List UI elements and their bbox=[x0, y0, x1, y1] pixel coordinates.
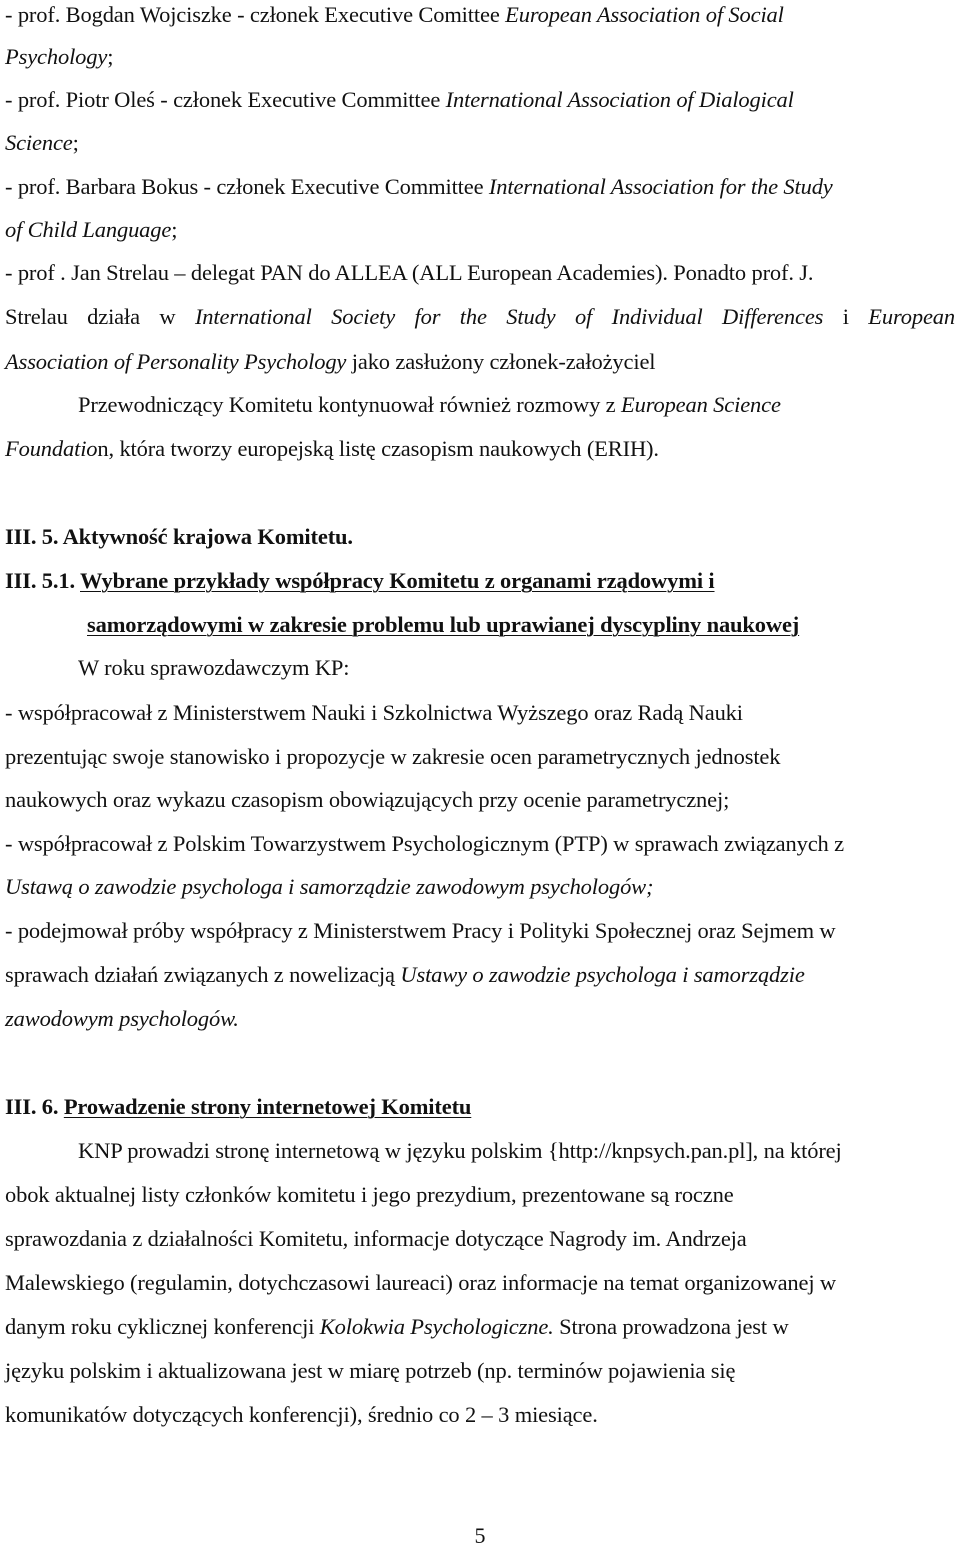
italic-span: of Child Language bbox=[5, 217, 172, 242]
italic-span: Ustawy o zawodzie psychologa i samorządzie bbox=[400, 962, 805, 987]
page-number: 5 bbox=[474, 1523, 486, 1548]
text-line bbox=[5, 960, 805, 990]
section-heading bbox=[5, 566, 715, 596]
text-span: ; bbox=[171, 217, 178, 242]
text-line: prezentując swoje stanowisko i propozycje w zakresie ocen parametrycznych jednostek bbox=[5, 744, 781, 769]
italic-span: Ustawą o zawodzie psychologa i samorządzie zawodowym psychologów; bbox=[5, 874, 654, 899]
text-span: Strona prowadzona jest w bbox=[553, 1314, 789, 1339]
italic-span: European bbox=[868, 304, 955, 329]
text-line: Malewskiego (regulamin, dotychczasowi laureaci) oraz informacje na temat organizowanej w bbox=[5, 1270, 837, 1295]
italic-span: Psychology bbox=[5, 44, 108, 69]
text-line: KNP prowadzi stronę internetową w języku polskim {http://knpsych.pan.pl], na której bbox=[78, 1138, 842, 1163]
text-line bbox=[5, 172, 833, 202]
text-span: sprawach działań związanych z nowelizacją bbox=[5, 962, 401, 987]
text-span: jako zasłużony członek-założyciel bbox=[346, 349, 656, 374]
text-line bbox=[5, 434, 659, 464]
italic-span: zawodowym psychologów. bbox=[5, 1006, 239, 1031]
italic-span: Kolokwia Psychologiczne. bbox=[319, 1314, 554, 1339]
text-line bbox=[5, 0, 784, 30]
text-line bbox=[78, 390, 781, 420]
heading-number: III. 5.1. bbox=[5, 568, 80, 593]
text-line: komunikatów dotyczących konferencji), średnio co 2 – 3 miesiące. bbox=[5, 1402, 598, 1427]
heading-underlined-text: Wybrane przykłady współpracy Komitetu z organami rządowymi i bbox=[80, 568, 715, 593]
italic-span: European Science bbox=[621, 392, 781, 417]
text-line bbox=[5, 85, 794, 115]
text-line bbox=[5, 215, 177, 245]
text-line: obok aktualnej listy członków komitetu i jego prezydium, prezentowane są roczne bbox=[5, 1182, 734, 1207]
italic-span: Science bbox=[5, 130, 73, 155]
italic-span: Foundatio bbox=[5, 436, 98, 461]
section-heading-continued bbox=[87, 610, 799, 640]
text-span: - prof. Barbara Bokus - członek Executive Committee bbox=[5, 174, 489, 199]
text-line: języku polskim i aktualizowana jest w miarę potrzeb (np. terminów pojawienia się bbox=[5, 1358, 736, 1383]
heading-underlined-text: Prowadzenie strony internetowej Komitetu bbox=[63, 1094, 472, 1119]
italic-span: International Association of Dialogical bbox=[445, 87, 794, 112]
italic-span: International Association for the Study bbox=[488, 174, 833, 199]
text-line: sprawozdania z działalności Komitetu, informacje dotyczące Nagrody im. Andrzeja bbox=[5, 1226, 747, 1251]
italic-span: Association of Personality Psychology bbox=[5, 349, 347, 374]
text-line bbox=[5, 872, 653, 902]
text-line: naukowych oraz wykazu czasopism obowiązujących przy ocenie parametrycznej; bbox=[5, 787, 730, 812]
text-line: - prof . Jan Strelau – delegat PAN do ALLEA (ALL European Academies). Ponadto prof. J. bbox=[5, 260, 814, 285]
text-span: ; bbox=[72, 130, 79, 155]
section-heading bbox=[5, 1092, 471, 1122]
text-line: W roku sprawozdawczym KP: bbox=[78, 655, 350, 680]
text-span: ; bbox=[107, 44, 114, 69]
text-line bbox=[5, 347, 655, 377]
heading-underlined-text: samorządowymi w zakresie problemu lub uprawianej dyscypliny naukowej bbox=[87, 612, 800, 637]
text-span: danym roku cyklicznej konferencji bbox=[5, 1314, 320, 1339]
text-line bbox=[5, 302, 955, 332]
text-line bbox=[5, 1312, 789, 1342]
text-line bbox=[5, 42, 113, 72]
text-line bbox=[5, 128, 79, 158]
heading-number: III. 6. bbox=[5, 1094, 64, 1119]
text-line bbox=[5, 1004, 239, 1034]
heading-text: III. 5. Aktywność krajowa Komitetu. bbox=[5, 524, 353, 549]
italic-span: European Association of Social bbox=[505, 2, 784, 27]
text-span: n, która tworzy europejską listę czasopism naukowych (ERIH). bbox=[97, 436, 659, 461]
text-line: - współpracował z Ministerstwem Nauki i Szkolnictwa Wyższego oraz Radą Nauki bbox=[5, 700, 743, 725]
text-span: Przewodniczący Komitetu kontynuował również rozmowy z bbox=[78, 392, 621, 417]
text-span: - prof. Bogdan Wojciszke - członek Executive Comittee bbox=[5, 2, 506, 27]
text-span: i bbox=[823, 304, 869, 329]
text-line: - współpracował z Polskim Towarzystwem Psychologicznym (PTP) w sprawach związanych z bbox=[5, 831, 844, 856]
italic-span: International Society for the Study of Individual Differences bbox=[194, 304, 824, 329]
text-span: Strelau działa w bbox=[5, 304, 195, 329]
text-line: - podejmował próby współpracy z Ministerstwem Pracy i Polityki Społecznej oraz Sejmem w bbox=[5, 918, 836, 943]
section-heading bbox=[5, 522, 353, 552]
text-span: - prof. Piotr Oleś - członek Executive Committee bbox=[5, 87, 446, 112]
